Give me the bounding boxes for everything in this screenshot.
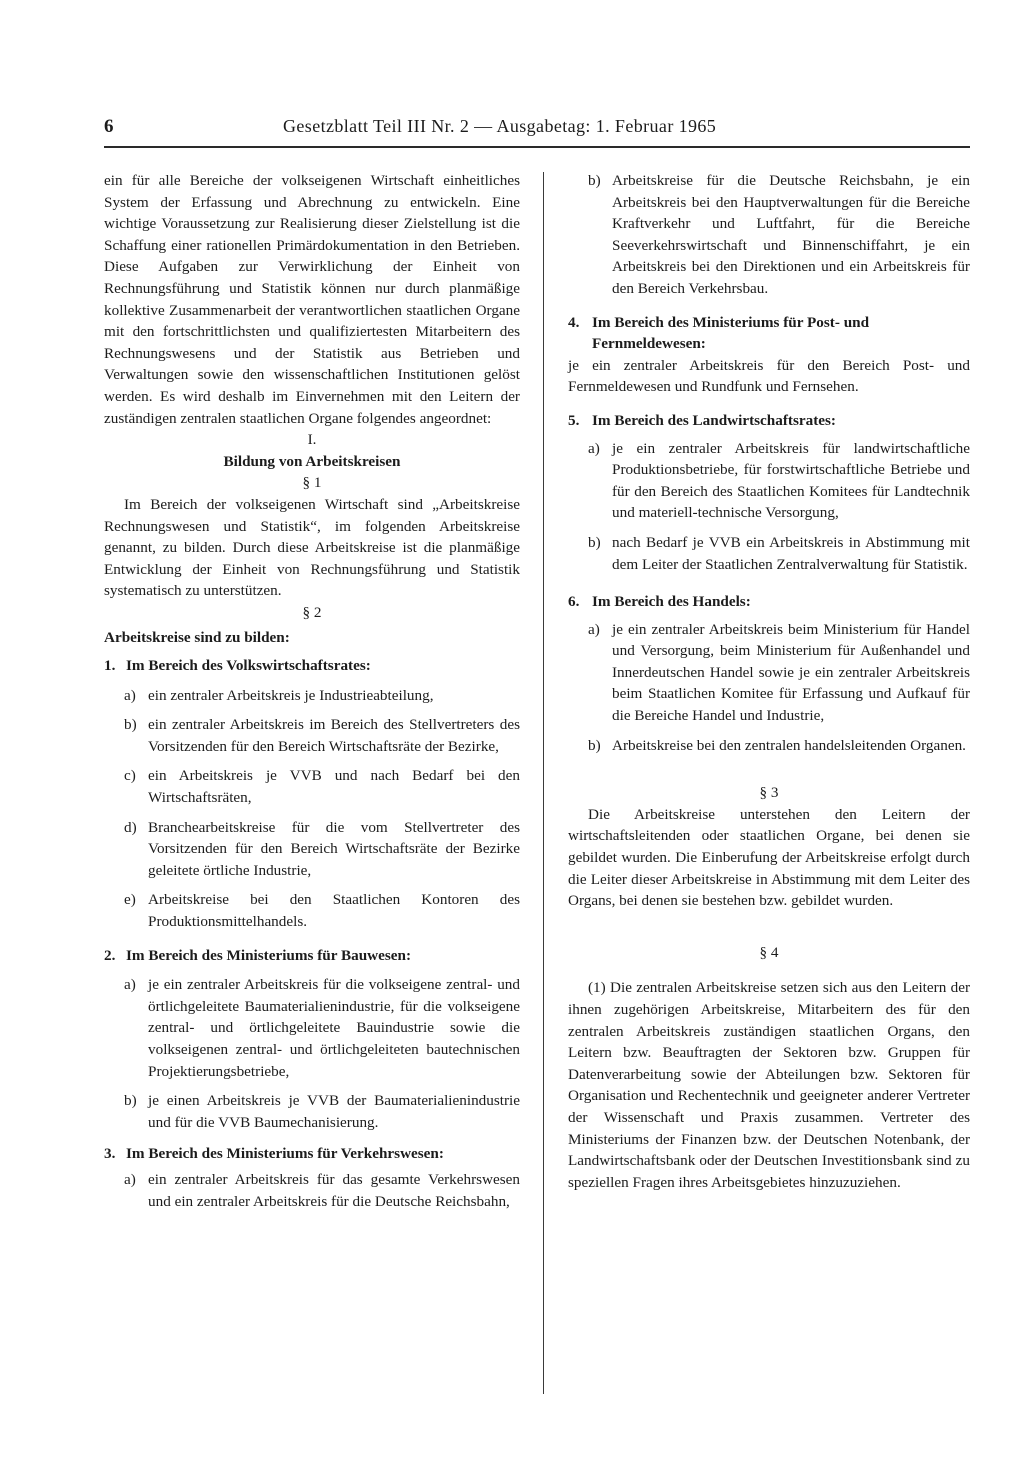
list-item-text: ein zentraler Arbeitskreis für das gesamte Verkehrswesen und ein zentraler Arbeitskreis für die Deutsche Reichsbahn, — [148, 1170, 520, 1210]
list-item — [124, 889, 520, 932]
list-item-label: b) — [588, 172, 601, 189]
page-header-title: Gesetzblatt Teil III Nr. 2 — Ausgabetag: 1. Februar 1965 — [283, 116, 717, 136]
list-heading-text: Im Bereich des Ministeriums für Post- und Fernmeldewesen: — [592, 313, 870, 353]
list-item-text: ein zentraler Arbeitskreis je Industrieabteilung, — [148, 686, 434, 704]
paragraph-4-label: § 4 — [759, 943, 779, 961]
list-item — [588, 532, 970, 575]
list-item — [588, 619, 970, 727]
list-item-label: a) — [588, 439, 600, 457]
list-item-label: e) — [124, 891, 136, 909]
list-item — [124, 714, 520, 757]
list-heading-text: Im Bereich des Ministeriums für Bauwesen: — [126, 946, 412, 964]
list-item-text: ein zentraler Arbeitskreis im Bereich des Stellvertreters des Vorsitzenden für den Bereich Wirtschaftsräte der Bezirke, — [148, 716, 520, 755]
list-heading — [568, 312, 970, 355]
list-item-text: je ein zentraler Arbeitskreis für die volkseigene zentral- und örtlichgeleitete Baumaterialienindustrie, für die volkseigene zentral- und örtlichgeleitete Bauindustrie sowie die volkseigenen zentral- und örtlichgeleiteten bautechnischen Projektierungsbetriebe, — [148, 976, 520, 1080]
list-item-label: a) — [588, 620, 600, 638]
list-heading — [104, 945, 520, 967]
intro-paragraph: ein für alle Bereiche der volkseigenen Wirtschaft einheitliches System der Erfassung und Abrechnung zu entwickeln. Eine wichtige Voraussetzung zur Realisierung dieser Zielstellung ist die Schaffung einer rationellen Primärdokumentation in den Betrieben. Diese Aufgaben zur Verwirklichung der Einheit von Rechnungsführung und Statistik können nur durch planmäßige kollektive Zusammenarbeit der verantwortlichen staatlichen Organe mit den fortschrittlichsten und qualifiziertesten Mitarbeitern des Rechnungswesens und der Statistik aus Betrieben und Verwaltungen sowie den wissenschaftlichen Institutionen gelöst werden. Es wird deshalb im Einvernehmen mit den Leitern der zuständigen zentralen staatlichen Organe folgendes angeordnet: — [104, 172, 520, 427]
list-heading — [104, 655, 520, 677]
list-heading-number: 4. — [568, 313, 580, 331]
right-column — [568, 170, 970, 1193]
list-item — [588, 170, 970, 300]
paragraph-4-text: (1) Die zentralen Arbeitskreise setzen sich aus den Leitern der ihnen zugehörigen Arbeitskreise, Mitarbeitern des für den zentralen Arbeitskreis zuständigen staatlichen Organs, den Leitern bzw. Beauftragten der Sektoren bzw. Gruppen für Datenverarbeitung sowie der Abteilungen bzw. Sektoren für Organisation und Rechentechnik und geeigneter anderer Vertreter der Wissenschaft und Praxis zusammen. Vertreter des Ministeriums der Finanzen bzw. der Deutschen Notenbank, der Landwirtschaftsbank oder der Deutschen Investitionsbank sind zu speziellen Fragen ihres Arbeitsgebietes hinzuzuziehen. — [568, 979, 970, 1191]
list-item-label: b) — [124, 716, 137, 734]
list-item-label: b) — [588, 736, 601, 754]
list-heading-number: 3. — [104, 1145, 116, 1163]
list-item-label: b) — [124, 1092, 137, 1110]
list-heading-number: 6. — [568, 593, 580, 611]
list-item — [588, 438, 970, 524]
list-heading — [568, 591, 970, 613]
list-item-text: ein Arbeitskreis je VVB und nach Bedarf bei den Wirtschaftsräten, — [148, 767, 520, 807]
list-heading-text: Im Bereich des Ministeriums für Verkehrswesen: — [126, 1145, 444, 1163]
paragraph-2-intro: Arbeitskreise sind zu bilden: — [104, 629, 290, 647]
list-item — [124, 974, 520, 1082]
list-item-label: b) — [588, 533, 601, 551]
section-title: Bildung von Arbeitskreisen — [223, 452, 401, 470]
list-heading-number: 5. — [568, 411, 580, 429]
list-heading-number: 2. — [104, 946, 116, 964]
list-item-text: je ein zentraler Arbeitskreis beim Ministerium für Handel und Versorgung, beim Ministerium für Außenhandel und Innerdeutschen Handel sowie je ein zentraler Arbeitskreis beim Staatlichen Komitee für Erfassung und Aufkauf für die Bereiche Handel und Industrie, — [612, 620, 970, 725]
list-item-label: a) — [124, 686, 136, 704]
column-divider — [543, 172, 544, 1394]
paragraph-2-label: § 2 — [302, 603, 322, 621]
list-item-text: Arbeitskreise bei den zentralen handelsleitenden Organen. — [612, 736, 966, 754]
list-heading — [104, 1143, 520, 1165]
list-item-text: Arbeitskreise für die Deutsche Reichsbahn, je ein Arbeitskreis bei den Hauptverwaltungen für die Bereiche Kraftverkehr und Luftfahrt, für die Bereiche Seeverkehrswirtschaft und Binnenschiffahrt, je ein Arbeitskreis bei den Direktionen und ein Arbeitskreis für den Bereich Verkehrsbau. — [612, 172, 970, 297]
paragraph-3-label: § 3 — [759, 784, 779, 802]
list-item-text: je ein zentraler Arbeitskreis für landwirtschaftliche Produktionsbetriebe, für forstwirtschaftliche Betriebe und für den Bereich des Staatlichen Komitees für Landtechnik und materiell-technische Versorgung, — [612, 439, 970, 522]
list-heading-text: Im Bereich des Landwirtschaftsrates: — [592, 411, 836, 429]
list-item-text: je einen Arbeitskreis je VVB der Baumaterialienindustrie und für die VVB Baumechanisierung. — [148, 1092, 520, 1131]
list-heading-number: 1. — [104, 657, 116, 675]
list-item — [124, 1090, 520, 1133]
list-heading-text: Im Bereich des Volkswirtschaftsrates: — [126, 657, 371, 675]
section-number: I. — [307, 431, 317, 449]
list-item — [124, 817, 520, 882]
paragraph-3-text: Die Arbeitskreise unterstehen den Leitern der wirtschaftsleitenden oder staatlichen Organe, bei denen sie gebildet wurden. Die Einberufung der Arbeitskreise erfolgt durch die Leiter dieser Arbeitskreise in Abstimmung mit dem Leiter des Organs, bei denen sie bestehen bzw. gebildet wurden. — [568, 805, 970, 910]
list-item — [124, 1169, 520, 1212]
list-heading-text: Im Bereich des Handels: — [592, 593, 751, 611]
list-item — [588, 735, 970, 757]
list-item — [124, 765, 520, 808]
list-item-text: Branchearbeitskreise für die vom Stellvertreter des Vorsitzenden für den Bereich Wirtschaftsräte der Bezirke geleitete örtliche Industrie, — [148, 818, 520, 879]
list-item — [124, 685, 520, 707]
list-item-text: Arbeitskreise bei den Staatlichen Kontoren des Produktionsmittelhandels. — [148, 891, 520, 930]
paragraph-1-text: Im Bereich der volkseigenen Wirtschaft sind „Arbeitskreise Rechnungswesen und Statistik“, im folgenden Arbeitskreise genannt, zu bilden. Durch diese Arbeitskreise ist die planmäßige Entwicklung der Einheit von Rechnungsführung und Statistik systematisch zu unterstützen. — [104, 495, 520, 600]
list-item-label: a) — [124, 1170, 136, 1188]
list-item-text: nach Bedarf je VVB ein Arbeitskreis in Abstimmung mit dem Leiter der Staatlichen Zentralverwaltung für Statistik. — [612, 533, 970, 573]
paragraph-1-label: § 1 — [302, 474, 322, 492]
header-rule — [104, 146, 970, 148]
list-item-label: c) — [124, 767, 136, 785]
list-heading — [568, 410, 970, 432]
left-column — [104, 170, 520, 1212]
list-item-label: d) — [124, 818, 137, 836]
list-item-label: a) — [124, 976, 136, 994]
page-number: 6 — [104, 116, 114, 137]
list-item-text: je ein zentraler Arbeitskreis für den Bereich Post- und Fernmeldewesen und Rundfunk und Fernsehen. — [568, 356, 970, 396]
